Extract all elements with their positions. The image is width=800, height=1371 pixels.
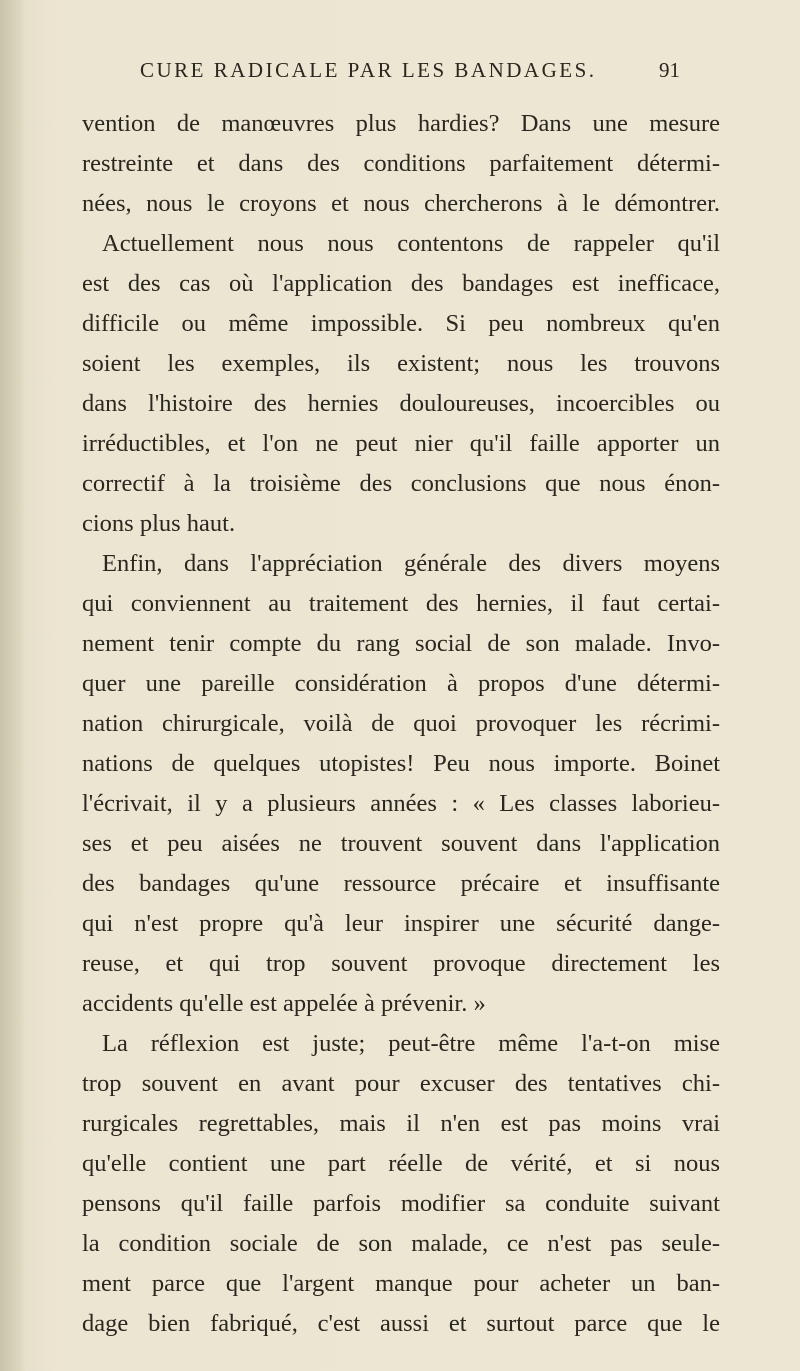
body-text: [82, 104, 720, 1344]
paragraph-start-line: Actuellement nous nous contentons de rappeler qu'il: [102, 230, 720, 257]
text-line: qu'elle contient une part réelle de vérité, et si nous: [82, 1150, 720, 1177]
text-line: pensons qu'il faille parfois modifier sa conduite suivant: [82, 1190, 720, 1217]
text-line: restreinte et dans des conditions parfaitement détermi-: [82, 150, 720, 177]
page-number: 91: [659, 58, 680, 82]
text-line: reuse, et qui trop souvent provoque directement les: [82, 950, 720, 977]
text-line: soient les exemples, ils existent; nous les trouvons: [82, 350, 720, 377]
text-line: rurgicales regrettables, mais il n'en est pas moins vrai: [82, 1110, 720, 1137]
paragraph-start-line: Enfin, dans l'appréciation générale des divers moyens: [102, 550, 720, 577]
text-line: nées, nous le croyons et nous chercherons à le démontrer.: [82, 190, 720, 217]
page-header: [140, 58, 680, 88]
text-line: irréductibles, et l'on ne peut nier qu'il faille apporter un: [82, 430, 720, 457]
text-line: nation chirurgicale, voilà de quoi provoquer les récrimi-: [82, 710, 720, 737]
text-line: ment parce que l'argent manque pour acheter un ban-: [82, 1270, 720, 1297]
text-line: l'écrivait, il y a plusieurs années : « Les classes laborieu-: [82, 790, 720, 817]
text-line: trop souvent en avant pour excuser des tentatives chi-: [82, 1070, 720, 1097]
paragraph-start-line: La réflexion est juste; peut-être même l'a-t-on mise: [102, 1030, 720, 1057]
text-line: est des cas où l'application des bandages est inefficace,: [82, 270, 720, 297]
page-gutter-shadow: [0, 0, 26, 1371]
paragraph-end-line: accidents qu'elle est appelée à prévenir. »: [82, 990, 486, 1017]
text-line: qui n'est propre qu'à leur inspirer une sécurité dange-: [82, 910, 720, 937]
text-line: qui conviennent au traitement des hernies, il faut certai-: [82, 590, 720, 617]
text-line: vention de manœuvres plus hardies? Dans une mesure: [82, 110, 720, 137]
text-line: quer une pareille considération à propos d'une détermi-: [82, 670, 720, 697]
text-line: dage bien fabriqué, c'est aussi et surtout parce que le: [82, 1310, 720, 1337]
text-line: dans l'histoire des hernies douloureuses, incoercibles ou: [82, 390, 720, 417]
text-line: nement tenir compte du rang social de son malade. Invo-: [82, 630, 720, 657]
paragraph-end-line: cions plus haut.: [82, 510, 236, 537]
text-line: correctif à la troisième des conclusions que nous énon-: [82, 470, 720, 497]
running-title: CURE RADICALE PAR LES BANDAGES.: [140, 58, 597, 82]
text-line: nations de quelques utopistes! Peu nous importe. Boinet: [82, 750, 720, 777]
text-line: la condition sociale de son malade, ce n'est pas seule-: [82, 1230, 720, 1257]
text-line: ses et peu aisées ne trouvent souvent dans l'application: [82, 830, 720, 857]
text-line: difficile ou même impossible. Si peu nombreux qu'en: [82, 310, 720, 337]
text-line: des bandages qu'une ressource précaire et insuffisante: [82, 870, 720, 897]
